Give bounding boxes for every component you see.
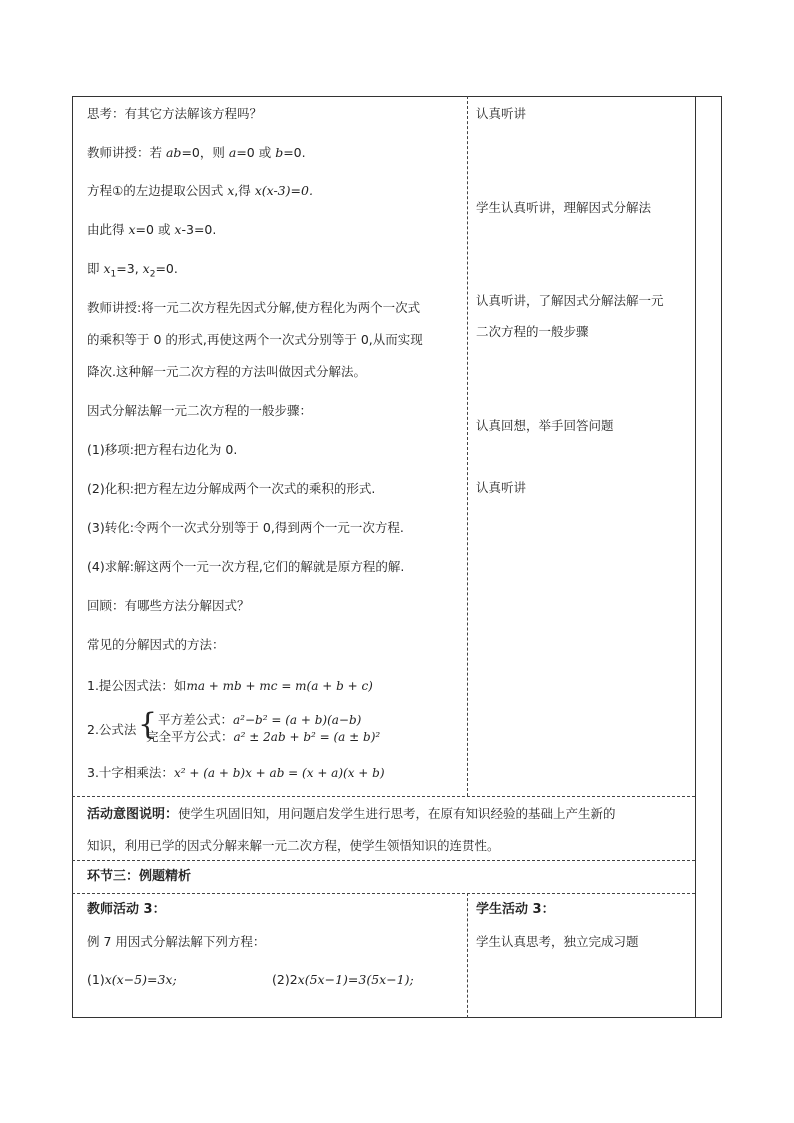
row-divider xyxy=(72,860,695,861)
teacher-explain-1: 教师讲授：若 ab=0，则 a=0 或 b=0. xyxy=(87,145,306,160)
student-note-4: 认真回想，举手回答问题 xyxy=(476,418,614,433)
intent-line-2: 知识，利用已学的因式分解来解一元二次方程，使学生领悟知识的连贯性。 xyxy=(87,838,500,853)
common-methods: 常见的分解因式的方法： xyxy=(87,637,225,652)
outer-column-divider-bottom xyxy=(695,796,696,1018)
equation-factor: 方程①的左边提取公因式 x,得 x(x-3)=0. xyxy=(87,183,313,198)
method-2-label: 2.公式法 xyxy=(87,722,137,737)
step-2: (2)化积:把方程左边分解成两个一次式的乘积的形式. xyxy=(87,481,376,496)
step-4: (4)求解:解这两个一元一次方程,它们的解就是原方程的解. xyxy=(87,559,405,574)
student-activity-title: 学生活动 3： xyxy=(476,902,555,917)
intent-line-1: 活动意图说明：使学生巩固旧知，用问题启发学生进行思考，在原有知识经验的基础上产生新的 xyxy=(87,806,616,822)
student-note-3-line1: 认真听讲，了解因式分解法解一元 xyxy=(476,293,664,308)
column-divider-bottom xyxy=(467,893,468,1018)
method-1-formula: ma + mb + mc = m(a + b + c) xyxy=(186,679,373,693)
solution-line: 即 $x_1=3$, $x_2=0$. xyxy=(87,261,178,280)
teacher-explain-2-line1: 教师讲授:将一元二次方程先因式分解,使方程化为两个一次式 xyxy=(87,300,421,315)
method-1: 1.提公因式法：如ma + mb + mc = m(a + b + c) xyxy=(87,678,373,693)
student-note-1: 认真听讲 xyxy=(476,106,527,121)
row-divider xyxy=(72,893,695,894)
brace-symbol: { xyxy=(138,707,158,742)
problem-2: (2)2x(5x−1)=3(5x−1); xyxy=(272,972,414,987)
teacher-explain-2-line3: 降次.这种解一元二次方程的方法叫做因式分解法。 xyxy=(87,364,366,379)
teacher-activity-title: 教师活动 3： xyxy=(87,902,166,917)
example-intro: 例 7 用因式分解法解下列方程： xyxy=(87,934,266,949)
student-note-5: 认真听讲 xyxy=(476,480,527,495)
method-3: 3.十字相乘法：x² + (a + b)x + ab = (x + a)(x + b) xyxy=(87,765,385,780)
column-divider xyxy=(467,96,468,796)
method-2-diff: 平方差公式：a²−b² = (a + b)(a−b) xyxy=(158,712,362,727)
derive-line: 由此得 x=0 或 x-3=0. xyxy=(87,222,217,237)
outer-column-divider xyxy=(695,96,696,796)
section-title: 环节三：例题精析 xyxy=(87,869,192,884)
student-note-3-line2: 二次方程的一般步骤 xyxy=(476,324,589,339)
think-question: 思考：有其它方法解该方程吗？ xyxy=(87,106,263,121)
step-3: (3)转化:令两个一次式分别等于 0,得到两个一元一次方程. xyxy=(87,520,404,535)
teacher-explain-2-line2: 的乘积等于 0 的形式,再使这两个一次式分别等于 0,从而实现 xyxy=(87,332,423,347)
intent-label: 活动意图说明： xyxy=(87,807,179,822)
problem-1: (1)x(x−5)=3x; xyxy=(87,972,177,987)
steps-title: 因式分解法解一元二次方程的一般步骤： xyxy=(87,403,313,418)
row-divider xyxy=(72,796,695,797)
student-note-2: 学生认真听讲，理解因式分解法 xyxy=(476,200,652,215)
review-question: 回顾：有哪些方法分解因式？ xyxy=(87,598,250,613)
step-1: (1)移项:把方程右边化为 0. xyxy=(87,442,238,457)
student-activity-text: 学生认真思考，独立完成习题 xyxy=(476,934,639,949)
method-2-square: 完全平方公式：a² ± 2ab + b² = (a ± b)² xyxy=(146,729,381,744)
